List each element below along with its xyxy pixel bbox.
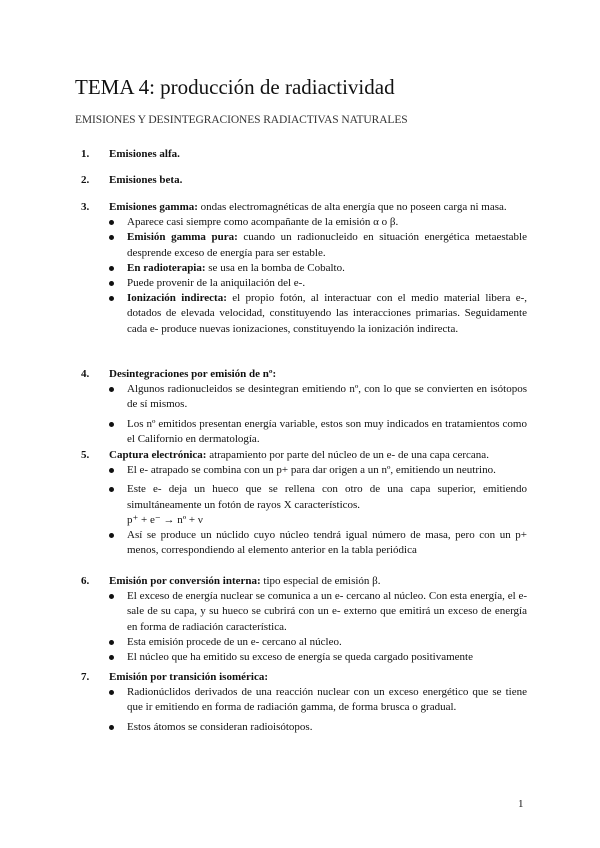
section-text: ondas electromagnéticas de alta energía que no poseen carga ni masa. xyxy=(197,201,507,213)
section-2 xyxy=(81,173,527,188)
list-item: Así se produce un núclido cuyo núcleo tendrá igual número de masa, pero con un p+ menos, correspondiendo al elemento anterior en la tabla periódica xyxy=(81,528,527,558)
section-heading: Emisiones gamma: xyxy=(109,201,198,213)
section-7 xyxy=(81,670,527,735)
section-text: atrapamiento por parte del núcleo de un e- de una capa cercana. xyxy=(206,449,489,461)
bullet-icon xyxy=(109,725,114,730)
section-number: 2. xyxy=(81,174,90,186)
section-4 xyxy=(81,367,527,447)
section-heading: Emisiones beta. xyxy=(109,174,183,186)
list-item: Esta emisión procede de un e- cercano al núcleo. xyxy=(81,635,527,650)
bullet-icon xyxy=(109,281,114,286)
bullet-list xyxy=(81,382,527,447)
list-item: Aparece casi siempre como acompañante de la emisión α o β. xyxy=(81,215,527,230)
section-3 xyxy=(81,200,527,337)
section-number: 4. xyxy=(81,368,90,380)
bullet-list xyxy=(81,589,527,665)
bullet-icon xyxy=(109,296,114,301)
bullet-icon xyxy=(109,387,114,392)
list-item: Estos átomos se consideran radioisótopos. xyxy=(81,720,527,735)
section-heading: Emisión por conversión interna: xyxy=(109,575,261,587)
list-item: El núcleo que ha emitido su exceso de energía se queda cargado positivamente xyxy=(81,650,527,665)
bullet-icon xyxy=(109,655,114,660)
bullet-list xyxy=(81,215,527,337)
list-item: Los nº emitidos presentan energía variable, estos son muy indicados en tratamientos como el Californio en dermatología. xyxy=(81,417,527,447)
section-6 xyxy=(81,574,527,665)
list-item: Este e- deja un hueco que se rellena con otro de una capa superior, emitiendo simultáneamente un fotón de rayos X característicos. p⁺ + e⁻ → nº + ν xyxy=(81,482,527,528)
section-number: 5. xyxy=(81,449,90,461)
section-5 xyxy=(81,448,527,558)
list-item: En radioterapia: se usa en la bomba de Cobalto. xyxy=(81,261,527,276)
bullet-icon xyxy=(109,422,114,427)
list-item: El e- atrapado se combina con un p+ para dar origen a un nº, emitiendo un neutrino. xyxy=(81,463,527,478)
section-heading: Emisión por transición isomérica: xyxy=(109,671,268,683)
bullet-icon xyxy=(109,266,114,271)
list-item: Algunos radionucleidos se desintegran emitiendo nº, con lo que se convierten en isótopos de sí mismos. xyxy=(81,382,527,412)
section-text: tipo especial de emisión β. xyxy=(260,575,381,587)
list-item: Emisión gamma pura: cuando un radionucleido en situación energética metaestable desprende exceso de energía para ser estable. xyxy=(81,230,527,260)
section-number: 7. xyxy=(81,671,90,683)
section-heading: Captura electrónica: xyxy=(109,449,207,461)
section-heading: Desintegraciones por emisión de nº: xyxy=(109,368,277,380)
bullet-icon xyxy=(109,487,114,492)
bullet-icon xyxy=(109,533,114,538)
section-heading: Emisiones alfa. xyxy=(109,148,180,160)
bullet-list xyxy=(81,685,527,735)
list-item: El exceso de energía nuclear se comunica a un e- cercano al núcleo. Con esta energía, el e- sale de su capa, y su hueco se cubrirá con un e- externo que emitirá un exceso de energía en forma de radiación característica. xyxy=(81,589,527,635)
equation: p⁺ + e⁻ → nº + ν xyxy=(127,513,203,526)
section-subtitle: EMISIONES Y DESINTEGRACIONES RADIACTIVAS NATURALES xyxy=(75,114,408,126)
bullet-icon xyxy=(109,235,114,240)
page-number: 1 xyxy=(518,798,524,810)
list-item: Puede provenir de la aniquilación del e-. xyxy=(81,276,527,291)
list-item: Radionúclidos derivados de una reacción nuclear con un exceso energético que se tiene que ir emitiendo en forma de radiación gamma, de forma brusca o gradual. xyxy=(81,685,527,715)
list-item: Ionización indirecta: el propio fotón, al interactuar con el medio material libera e-, dotados de elevada velocidad, constituyendo las interacciones primarias. Seguidamente cada e- produce nuevas ionizaciones, constituyendo la ionización indirecta. xyxy=(81,291,527,337)
section-number: 3. xyxy=(81,201,90,213)
bullet-list xyxy=(81,463,527,558)
section-number: 1. xyxy=(81,148,90,160)
bullet-icon xyxy=(109,640,114,645)
section-1 xyxy=(81,147,527,162)
section-number: 6. xyxy=(81,575,90,587)
bullet-icon xyxy=(109,220,114,225)
bullet-icon xyxy=(109,594,114,599)
bullet-icon xyxy=(109,690,114,695)
bullet-icon xyxy=(109,468,114,473)
page-title: TEMA 4: producción de radiactividad xyxy=(75,75,395,99)
